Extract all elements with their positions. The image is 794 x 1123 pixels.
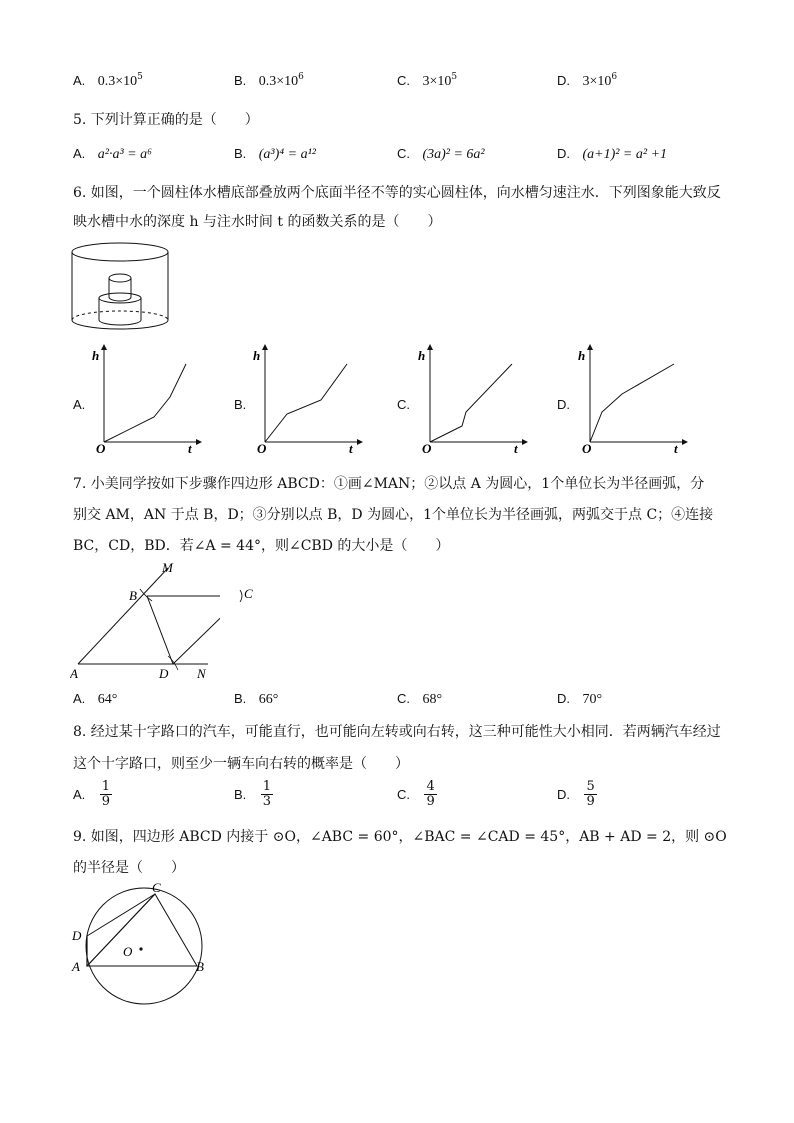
q5-option-d: D. (a+1)² = a² +1 [557,146,668,162]
quadrilateral-vertex-c [236,582,260,608]
q7-option-b: B. 66° [234,691,279,707]
axis-label-h: h [418,348,426,363]
q8-option-d: D. $\frac{5}{9}$ [557,779,595,809]
inscribed-quadrilateral-figure [66,880,216,1010]
axis-label-t: t [514,441,518,454]
label-c: C [244,586,253,601]
q6-graph-label-b: B. [234,397,247,412]
q8-option-b: B. $\frac{1}{3}$ [234,779,272,809]
q7-option-c: C. 68° [397,691,443,707]
q6-graph-label-c: C. [397,397,410,412]
label-n: N [197,666,206,681]
label-d: D [159,666,169,681]
q4-option-a: A. $0.3\times 10^5$ [73,72,143,89]
q8-option-a: A. $\frac{1}{9}$ [73,779,111,809]
label-c: C [152,880,161,895]
q5-stem: 5. 下列计算正确的是（ ） [73,112,259,128]
q8-option-c: C. $\frac{4}{9}$ [397,779,435,809]
q7-stem-line2: 别交 AM，AN 于点 B，D；③分别以点 B，D 为圆心，1个单位长为半径画弧，两弧交于点 C；④连接 [73,507,714,523]
q4-option-d: D. $3\times 10^6$ [557,72,618,89]
label-b: B [129,588,137,603]
fraction: $\frac{4}{9}$ [426,779,435,809]
origin-label: O [96,441,106,454]
q7-option-d: D. 70° [557,691,603,707]
q6-graph-label-d: D. [557,397,570,412]
origin-label: O [422,441,432,454]
q6-graph-d [578,342,690,454]
fraction: $\frac{5}{9}$ [586,779,595,809]
q6-stem-line1: 6. 如图，一个圆柱体水槽底部叠放两个底面半径不等的实心圆柱体，向水槽匀速注水．下列图象能大致反 [73,185,721,201]
q6-graph-label-a: A. [73,397,86,412]
cylinder-tank-figure [68,240,172,340]
label-m: M [162,560,173,575]
axis-label-h: h [578,348,586,363]
q4-option-c: C. $3\times 10^5$ [397,72,458,89]
axis-label-h: h [92,348,100,363]
q8-stem-line2: 这个十字路口，则至少一辆车向右转的概率是（ ） [73,756,409,772]
axis-label-t: t [349,441,353,454]
label-a: A [70,666,78,681]
q4-option-b: B. $0.3\times 10^6$ [234,72,304,89]
q7-stem-line3: BC，CD，BD．若∠A = 44°，则∠CBD 的大小是（ ） [73,538,450,554]
q7-stem-line1: 7. 小美同学按如下步骤作四边形 ABCD：①画∠MAN；②以点 A 为圆心，1个单位长为半径画弧，分 [73,476,705,492]
q6-graph-a [92,342,204,454]
q8-stem-line1: 8. 经过某十字路口的汽车，可能直行，也可能向左转或向右转，这三种可能性大小相同．若两辆汽车经过 [73,724,721,740]
origin-label: O [257,441,267,454]
label-b: B [196,959,204,974]
q9-stem-line1: 9. 如图，四边形 ABCD 内接于 ⊙O，∠ABC = 60°，∠BAC = ∠CAD = 45°，AB + AD = 2，则 ⊙O [73,829,727,845]
label-o: O [123,944,133,959]
fraction: $\frac{1}{9}$ [101,779,111,809]
q5-option-b: B. (a³)⁴ = a¹² [234,146,316,162]
q5-option-c: C. (3a)² = 6a² [397,146,485,162]
axis-label-t: t [188,441,192,454]
label-d: D [72,928,82,943]
axis-label-t: t [674,441,678,454]
quadrilateral-abcd-figure [70,558,220,684]
axis-label-h: h [253,348,261,363]
q6-graph-b [253,342,365,454]
q5-option-a: A. a²·a³ = a⁶ [73,146,152,162]
q6-graph-c [418,342,530,454]
fraction: $\frac{1}{3}$ [262,779,272,809]
q7-option-a: A. 64° [73,691,118,707]
q6-stem-line2: 映水槽中水的深度 h 与注水时间 t 的函数关系的是（ ） [73,214,442,230]
label-a: A [72,959,80,974]
q9-stem-line2: 的半径是（ ） [73,860,185,876]
origin-label: O [582,441,592,454]
